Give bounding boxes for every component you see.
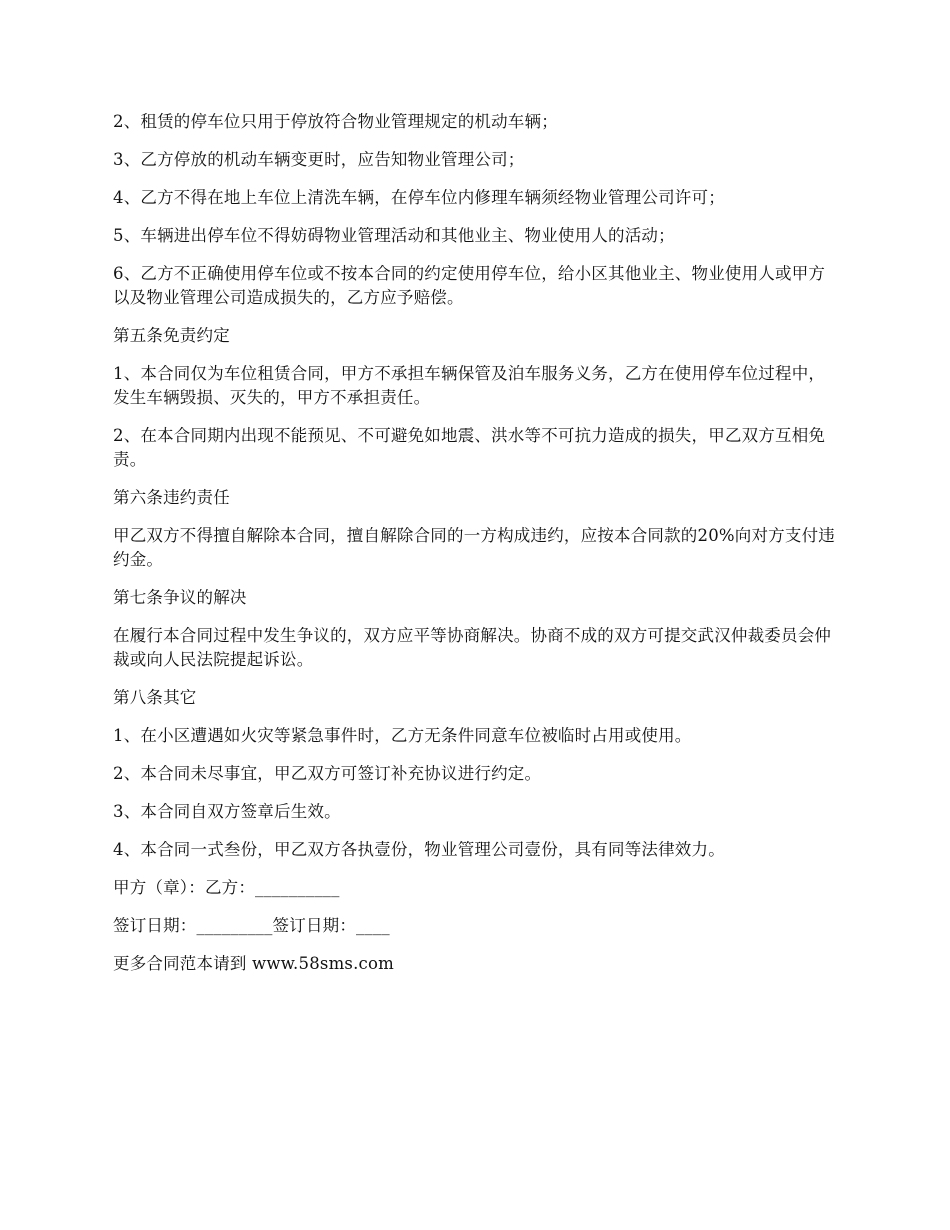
section-5-heading: 第五条免责约定 (113, 326, 230, 345)
section-6-text: 甲乙双方不得擅自解除本合同，擅自解除合同的一方构成违约，应按本合同款的20%向对方支付违约金。 (113, 526, 835, 569)
section-5-clause-1: 1、本合同仅为车位租赁合同，甲方不承担车辆保管及泊车服务义务，乙方在使用停车位过程中，发生车辆毁损、灭失的，甲方不承担责任。 (113, 364, 826, 407)
clause-6-compensation: 6、乙方不正确使用停车位或不按本合同的约定使用停车位，给小区其他业主、物业使用人或甲方以及物业管理公司造成损失的，乙方应予赔偿。 (113, 264, 826, 307)
clause-3-vehicle-change: 3、乙方停放的机动车辆变更时，应告知物业管理公司； (113, 150, 525, 169)
section-7-heading: 第七条争议的解决 (113, 588, 247, 607)
section-8-heading: 第八条其它 (113, 688, 197, 707)
section-8-clause-4: 4、本合同一式叁份，甲乙双方各执壹份，物业管理公司壹份，具有同等法律效力。 (113, 840, 725, 859)
footer-more-templates: 更多合同范本请到 www.58sms.com (113, 954, 394, 973)
clause-5-no-obstruction: 5、车辆进出停车位不得妨碍物业管理活动和其他业主、物业使用人的活动； (113, 226, 675, 245)
section-8-clause-1: 1、在小区遭遇如火灾等紧急事件时，乙方无条件同意车位被临时占用或使用。 (113, 726, 692, 745)
signature-date-line: 签订日期：_________签订日期：____ (113, 916, 390, 935)
section-7-text: 在履行本合同过程中发生争议的，双方应平等协商解决。协商不成的双方可提交武汉仲裁委员会仲裁或向人民法院提起诉讼。 (113, 626, 832, 669)
clause-2-parking-use: 2、租赁的停车位只用于停放符合物业管理规定的机动车辆； (113, 112, 558, 131)
section-5-clause-2: 2、在本合同期内出现不能预见、不可避免如地震、洪水等不可抗力造成的损失，甲乙双方互相免责。 (113, 426, 826, 469)
clause-4-no-washing: 4、乙方不得在地上车位上清洗车辆，在停车位内修理车辆须经物业管理公司许可； (113, 188, 725, 207)
document-body (113, 110, 838, 990)
section-8-clause-2: 2、本合同未尽事宜，甲乙双方可签订补充协议进行约定。 (113, 764, 542, 783)
section-8-clause-3: 3、本合同自双方签章后生效。 (113, 802, 341, 821)
signature-parties-line: 甲方（章）：乙方：__________ (113, 878, 340, 897)
section-6-heading: 第六条违约责任 (113, 488, 230, 507)
